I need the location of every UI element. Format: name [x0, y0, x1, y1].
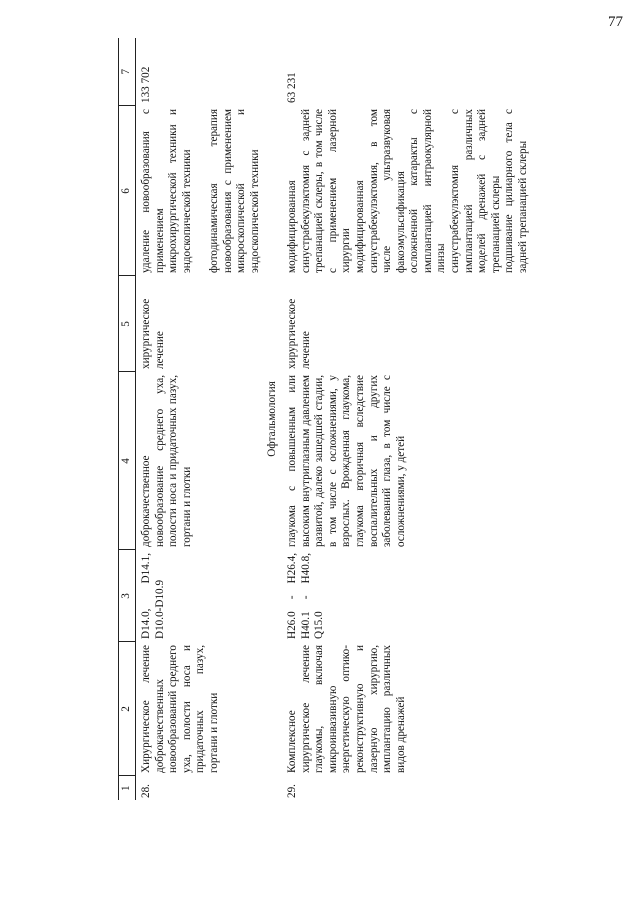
treatment-table — [118, 38, 533, 800]
diagnosis-codes: H26.0 - H26.4, H40.1 - H40.8, Q15.0 — [285, 553, 326, 639]
treatment-type: хирургическое лечение — [285, 298, 312, 369]
treatment-methods — [136, 106, 265, 276]
column-header-2: 2 — [119, 642, 136, 776]
rotated-table-frame — [118, 38, 614, 800]
row-number: 29. — [285, 784, 298, 798]
column-header-5: 5 — [119, 276, 136, 372]
page-number: 77 — [608, 14, 623, 30]
table-row — [282, 38, 533, 800]
column-header-4: 4 — [119, 372, 136, 550]
column-header-3: 3 — [119, 550, 136, 642]
treatment-type: хирургическое лечение — [140, 298, 166, 369]
treatment-methods — [282, 106, 533, 276]
patient-model: глаукома с повышенным или высоким внутриглазным давлением развитой, далеко зашедшей стадии, в том числе с осложнениями, у взрослых. Врожденная глаукома, глаукома вторичная вследствие воспалительных и других заболеваний глаза, в том числе с осложнениями, у детей — [285, 375, 407, 547]
column-header-7: 7 — [119, 38, 136, 106]
header-row — [119, 38, 136, 800]
table-row — [136, 38, 265, 800]
cost-amount: 133 702 — [140, 66, 152, 103]
diagnosis-codes: D14.0, D14.1, D10.0-D10.9 — [140, 553, 166, 639]
treatment-name: Комплексное хирургическое лечение глаукомы, включая микроинвазивную энергетическую оптико-реконструктивную и лазерную хирургию, имплантацию различных видов дренажей — [285, 645, 407, 773]
row-number: 28. — [140, 784, 152, 798]
patient-model: доброкачественное новообразование среднего уха, полости носа и придаточных пазух, гортани и глотки — [140, 375, 193, 547]
treatment-name: Хирургическое лечение доброкачественных новообразований среднего уха, полости носа и придаточных пазух, гортани и глотки — [140, 645, 220, 773]
section-title: Офтальмология — [266, 381, 279, 457]
methods-text: модифицированная синустрабекулэктомия с задней трепанацией склеры, в том числе с применением лазерной хирургии модифицированная синустрабекулэктомия, в том числе ультразвуковая факоэмульсификация осложненной катаракты с имплантацией интраокулярной линзы синустрабекулэктомия с имплантацией различных моделей дренажей с задней трепанацией склеры подшивание цилиарного тела с задней трепанацией склеры — [285, 109, 530, 273]
section-row — [264, 38, 282, 800]
methods-text: удаление новообразования с применением микрохирургической техники и эндоскопической техники фотодинамическая терапия новообразования с применением микроскопической и эндоскопической техники — [140, 109, 261, 273]
cost-amount: 63 231 — [285, 72, 298, 103]
column-header-6: 6 — [119, 106, 136, 276]
column-header-1: 1 — [119, 776, 136, 800]
